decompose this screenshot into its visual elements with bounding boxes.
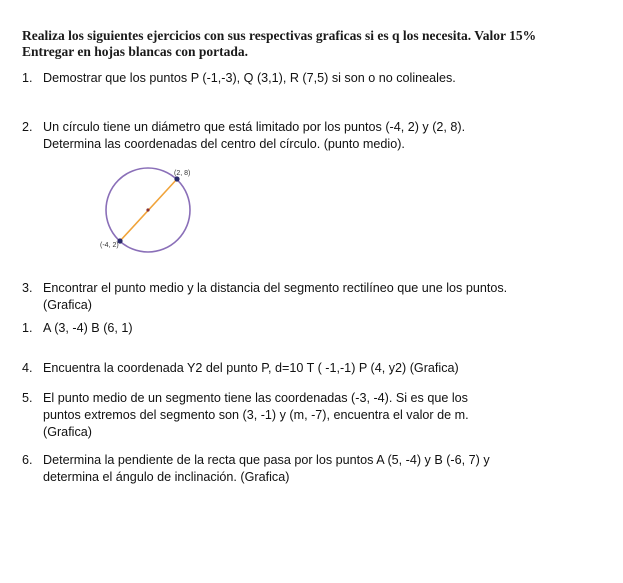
exercise-text: Demostrar que los puntos P (-1,-3), Q (3,1), R (7,5) si son o no colineales. [43,71,456,85]
exercise-3-subitem-1 [22,320,133,337]
center-point [146,208,149,211]
subitem-number: 1. [22,321,33,335]
exercise-number: 5. [22,391,33,405]
exercise-text: Encontrar el punto medio y la distancia del segmento rectilíneo que une los puntos. [43,281,508,295]
exercise-text: Determina la pendiente de la recta que pasa por los puntos A (5, -4) y B (-6, 7) y [43,453,490,467]
exercise-number: 1. [22,71,33,85]
header-delivery-note: Entregar en hojas blancas con portada. [22,44,249,59]
exercise-3 [22,280,507,297]
exercise-2-continuation: Determina las coordenadas del centro del círculo. (punto medio). [43,137,405,151]
exercise-1 [22,70,456,87]
exercise-5 [22,390,468,407]
exercise-3-continuation: (Grafica) [43,298,92,312]
exercise-6 [22,452,490,469]
endpoint-top [174,176,179,181]
exercise-5-continuation-1: puntos extremos del segmento son (3, -1) y (m, -7), encuentra el valor de m. [43,408,469,422]
exercise-text: Un círculo tiene un diámetro que está limitado por los puntos (-4, 2) y (2, 8). [43,120,466,134]
exercise-number: 6. [22,453,33,467]
subitem-text: A (3, -4) B (6, 1) [43,321,133,335]
exercise-6-continuation: determina el ángulo de inclinación. (Grafica) [43,470,290,484]
exercise-number: 2. [22,120,33,134]
header-instructions: Realiza los siguientes ejercicios con sus respectivas graficas si es q los necesita. Valor 15% [22,28,537,43]
exercise-2 [22,119,465,136]
circle-diameter-figure [88,162,216,274]
exercise-4 [22,360,459,377]
label-point-2-8: (2, 8) [174,170,191,177]
exercise-number: 4. [22,361,33,375]
exercise-text: Encuentra la coordenada Y2 del punto P, d=10 T ( -1,-1) P (4, y2) (Grafica) [43,361,459,375]
label-point-neg4-2: (-4, 2) [100,242,119,249]
exercise-5-continuation-2: (Grafica) [43,425,92,439]
exercise-number: 3. [22,281,33,295]
exercise-text: El punto medio de un segmento tiene las coordenadas (-3, -4). Si es que los [43,391,468,405]
